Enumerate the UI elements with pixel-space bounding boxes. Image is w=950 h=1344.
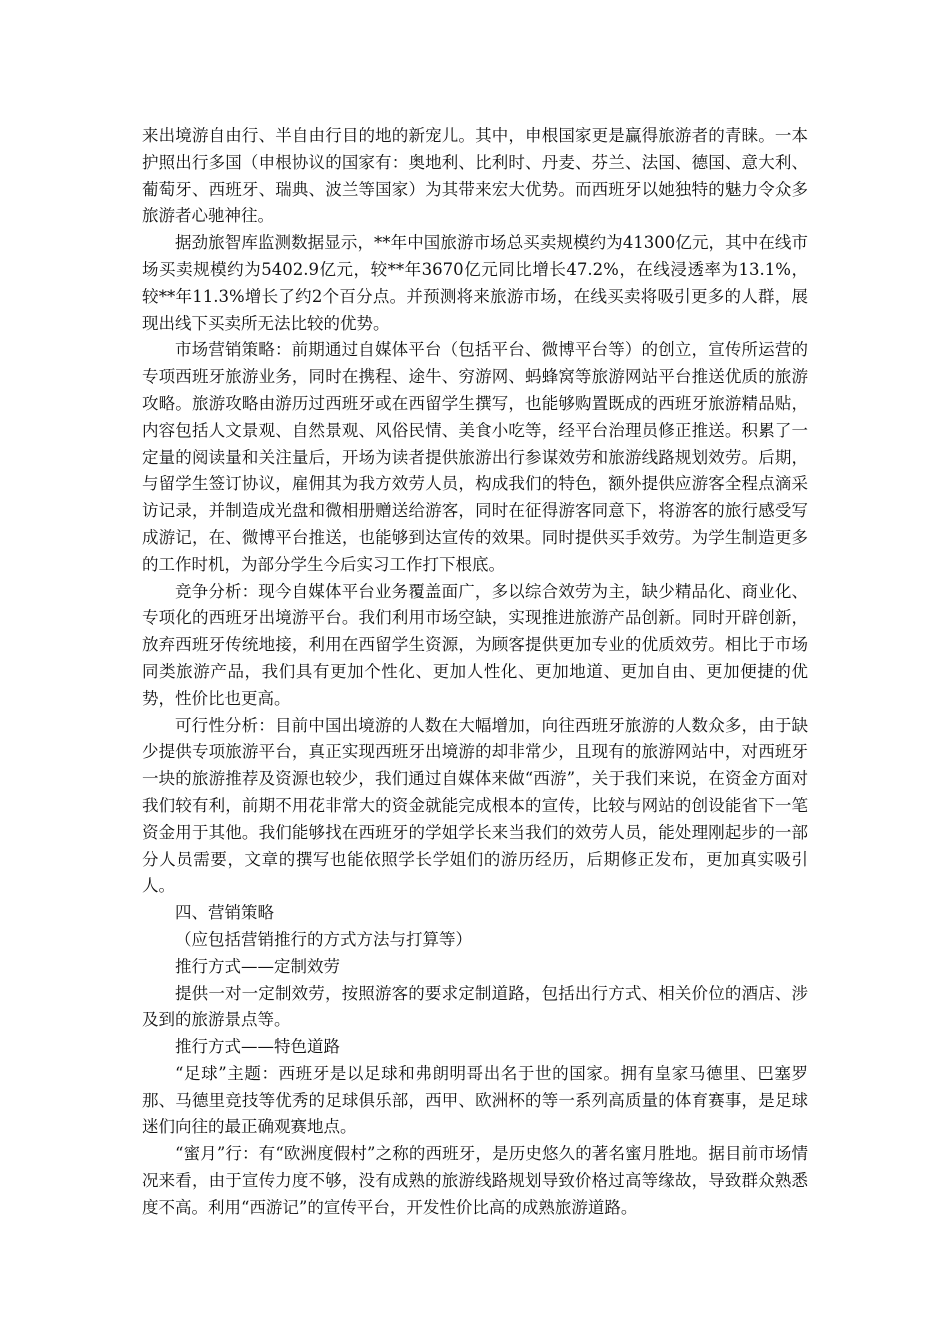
paragraph-custom-service: 提供一对一定制效劳，按照游客的要求定制道路，包括出行方式、相关价位的酒店、涉及到的旅游景点等。 (142, 983, 808, 1030)
section-heading-marketing: 四、营销策略 (175, 903, 274, 923)
paragraph-schengen-intro: 来出境游自由行、半自由行目的地的新宠儿。其中，申根国家更是赢得旅游者的青睐。一本护照出行多国（申根协议的国家有：奥地利、比利时、丹麦、芬兰、法国、德国、意大利、葡萄牙、西班牙、瑞典、波兰等国家）为其带来宏大优势。而西班牙以她独特的魅力令众多旅游者心驰神往。 (142, 126, 808, 226)
subheading-custom-service: 推行方式——定制效劳 (175, 956, 340, 976)
document-body (142, 123, 808, 1222)
section-note: （应包括营销推行的方式方法与打算等） (175, 929, 472, 949)
paragraph-feasibility-analysis: 可行性分析：目前中国出境游的人数在大幅增加，向往西班牙旅游的人数众多，由于缺少提供专项旅游平台，真正实现西班牙出境游的却非常少，且现有的旅游网站中，对西班牙一块的旅游推荐及资源也较少，我们通过自媒体来做“西游”，关于我们来说，在资金方面对我们较有利，前期不用花非常大的资金就能完成根本的宣传，比较与网站的创设能省下一笔资金用于其他。我们能够找在西班牙的学姐学长来当我们的效劳人员，能处理刚起步的一部分人员需要，文章的撰写也能依照学长学姐们的游历经历，后期修正发布，更加真实吸引人。 (142, 715, 808, 896)
paragraph-honeymoon-theme: “蜜月”行：有“欧洲度假村”之称的西班牙，是历史悠久的著名蜜月胜地。据目前市场情况来看，由于宣传力度不够，没有成熟的旅游线路规划导致价格过高等缘故，导致群众熟悉度不高。利用“西游记”的宣传平台，开发性价比高的成熟旅游道路。 (142, 1144, 808, 1217)
paragraph-marketing-strategy: 市场营销策略：前期通过自媒体平台（包括平台、微博平台等）的创立，宣传所运营的专项西班牙旅游业务，同时在携程、途牛、穷游网、蚂蜂窝等旅游网站平台推送优质的旅游攻略。旅游攻略由游历过西班牙或在西留学生撰写，也能够购置既成的西班牙旅游精品贴，内容包括人文景观、自然景观、风俗民情、美食小吃等，经平台治理员修正推送。积累了一定量的阅读量和关注量后，开场为读者提供旅游出行参谋效劳和旅游线路规划效劳。后期，与留学生签订协议，雇佣其为我方效劳人员，构成我们的特色，额外提供应游客全程点滴采访记录，并制造成光盘和微相册赠送给游客，同时在征得游客同意下，将游客的旅行感受写成游记，在、微博平台推送，也能够到达宣传的效果。同时提供买手效劳。为学生制造更多的工作时机，为部分学生今后实习工作打下根底。 (142, 340, 808, 574)
paragraph-competition-analysis: 竞争分析：现今自媒体平台业务覆盖面广，多以综合效劳为主，缺少精品化、商业化、专项化的西班牙出境游平台。我们利用市场空缺，实现推进旅游产品创新。同时开辟创新，放弃西班牙传统地接，利用在西留学生资源，为顾客提供更加专业的优质效劳。相比于市场同类旅游产品，我们具有更加个性化、更加人性化、更加地道、更加自由、更加便捷的优势，性价比也更高。 (142, 581, 808, 708)
subheading-featured-routes: 推行方式——特色道路 (175, 1037, 340, 1057)
paragraph-football-theme: “足球”主题：西班牙是以足球和弗朗明哥出名于世的国家。拥有皇家马德里、巴塞罗那、马德里竞技等优秀的足球俱乐部，西甲、欧洲杯的等一系列高质量的体育赛事，是足球迷们向往的最正确观赛地点。 (142, 1063, 808, 1137)
paragraph-market-data: 据劲旅智库监测数据显示，**年中国旅游市场总买卖规模约为41300亿元，其中在线市场买卖规模约为5402.9亿元，较**年3670亿元同比增长47.2%，在线浸透率为13.1%，较**年11.3%增长了约2个百分点。并预测将来旅游市场，在线买卖将吸引更多的人群，展现出线下买卖所无法比较的优势。 (142, 233, 808, 333)
